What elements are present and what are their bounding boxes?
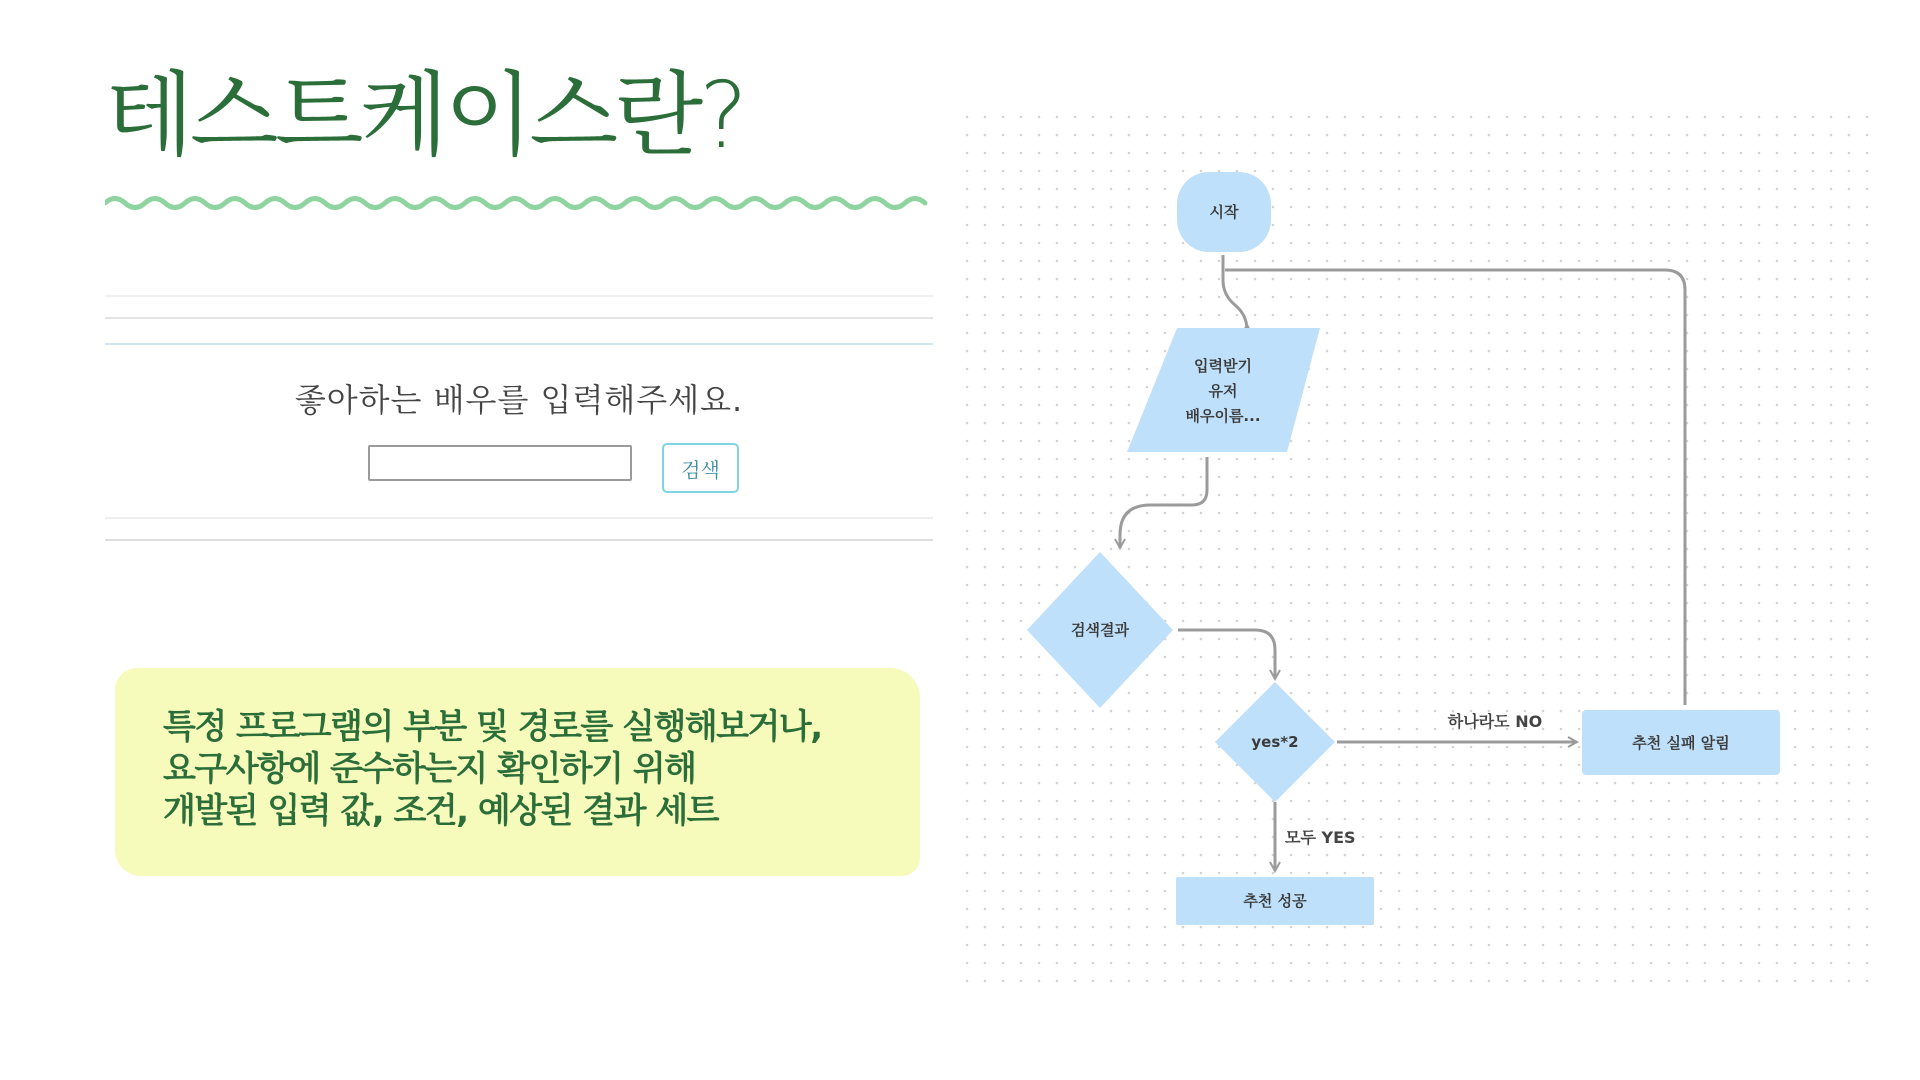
definition-line: 특정 프로그램의 부분 및 경로를 실행해보거나, (163, 707, 822, 747)
input-node-label: 배우이름... (1185, 407, 1261, 425)
divider-line (105, 343, 933, 345)
definition-line: 요구사항에 준수하는지 확인하기 위해 (163, 749, 696, 789)
definition-note (115, 668, 920, 876)
search-button[interactable]: 검색 (662, 443, 739, 493)
divider-line (105, 295, 933, 297)
yes-check-label: yes*2 (1251, 733, 1299, 751)
divider-line (105, 539, 933, 541)
definition-line: 개발된 입력 값, 조건, 예상된 결과 세트 (163, 791, 719, 831)
divider-line (105, 317, 933, 319)
flowchart (965, 115, 1875, 985)
fail-node-label: 추천 실패 알림 (1632, 734, 1730, 752)
input-node-label: 유저 (1208, 382, 1238, 400)
dotted-canvas (965, 115, 1875, 985)
success-node-label: 추천 성공 (1243, 892, 1307, 910)
search-result-label: 검색결과 (1071, 621, 1129, 639)
actor-search-input[interactable] (368, 445, 632, 481)
wavy-divider (105, 190, 935, 216)
start-node-label: 시작 (1209, 203, 1239, 221)
edge-label-no: 하나라도 NO (1447, 712, 1543, 731)
form-prompt: 좋아하는 배우를 입력해주세요. (294, 381, 744, 419)
divider-line (105, 517, 933, 519)
input-node-label: 입력받기 (1194, 357, 1252, 375)
edge-label-yes: 모두 YES (1285, 828, 1356, 847)
search-form-screenshot (105, 295, 933, 545)
page-title: 테스트케이스란? (105, 62, 744, 169)
definition-text (163, 706, 822, 832)
